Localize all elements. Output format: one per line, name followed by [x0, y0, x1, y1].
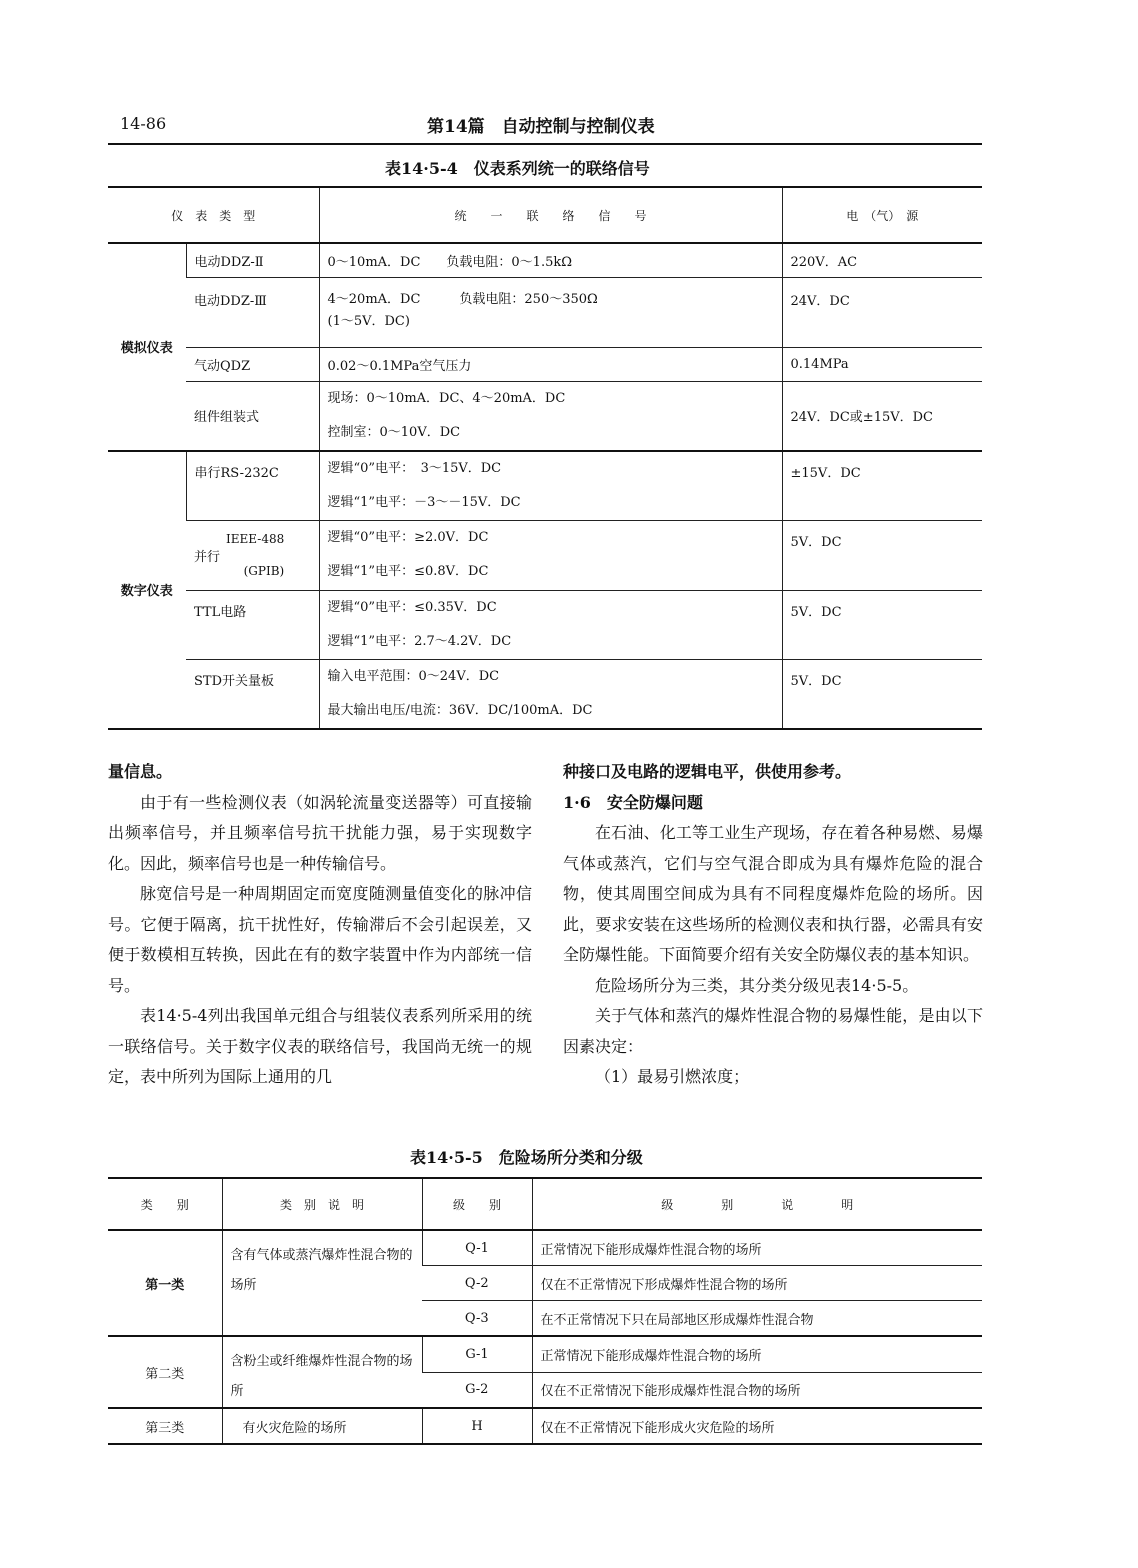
table-row: [108, 1408, 982, 1444]
signal-cell: [319, 590, 782, 659]
section-heading: 1·6 安全防爆问题: [563, 792, 703, 812]
group-digital: 数字仪表: [108, 451, 186, 729]
header-level: 级 别: [422, 1178, 532, 1230]
header-instrument-type: 仪 表 类 型: [108, 187, 319, 243]
signal-cell: [319, 451, 782, 521]
header-unified-signal: 统 一 联 络 信 号: [319, 187, 782, 243]
signal-line: 现场：0～10mA．DC、4～20mA．DC: [327, 390, 566, 406]
table-header-row: [108, 187, 982, 243]
paragraph: 在石油、化工等工业生产现场，存在着各种易燃、易爆气体或蒸汽，它们与空气混合即成为具有爆炸危险的混合物，使其周围空间成为具有不同程度爆炸危险的场所。因此，要求安装在这些场所的检测仪表和执行器，必需具有安全防爆性能。下面简要介绍有关安全防爆仪表的基本知识。: [563, 823, 983, 964]
power-cell: 5V．DC: [782, 590, 982, 659]
level-desc-cell: 正常情况下能形成爆炸性混合物的场所: [532, 1230, 982, 1266]
type-cell: TTL电路: [186, 590, 319, 659]
type-parallel: 并行: [194, 549, 221, 565]
type-cell: 电动DDZ-Ⅱ: [186, 243, 319, 277]
level-desc-cell: 仅在不正常情况下能形成火灾危险的场所: [532, 1408, 982, 1444]
table-row: [108, 520, 982, 590]
type-cell: [186, 520, 319, 590]
table-header-row: [108, 1178, 982, 1230]
type-ieee-block: [226, 523, 284, 587]
table-row: [108, 243, 982, 277]
signal-table: [108, 186, 982, 730]
table-row: [108, 277, 982, 347]
header-level-desc: 级 别 说 明: [532, 1178, 982, 1230]
table-row: [108, 1230, 982, 1266]
type-gpib: (GPIB): [243, 564, 285, 578]
power-cell: 5V．DC: [782, 659, 982, 729]
paragraph: 表14·5-4列出我国单元组合与组装仪表系列所采用的统一联络信号。关于数字仪表的联络信号，我国尚无统一的规定，表中所列为国际上通用的几: [108, 1006, 532, 1086]
signal-line: (1～5V．DC): [327, 314, 410, 329]
type-ieee: IEEE-488: [226, 532, 285, 546]
page-number: 14-86: [120, 114, 167, 133]
signal-line: 逻辑“0”电平： 3～15V．DC: [327, 460, 502, 476]
table-row: [108, 590, 982, 659]
paragraph: 脉宽信号是一种周期固定而宽度随测量值变化的脉冲信号。它便于隔离，抗干扰性好，传输滞后不会引起误差，又便于数模相互转换，因此在有的数字装置中作为内部统一信号。: [108, 884, 532, 995]
level-cell: H: [422, 1408, 532, 1444]
category-desc-cell: 有火灾危险的场所: [222, 1408, 422, 1444]
level-desc-cell: 在不正常情况下只在局部地区形成爆炸性混合物: [532, 1301, 982, 1337]
type-cell: 气动QDZ: [186, 347, 319, 381]
header-category-desc: 类 别 说 明: [222, 1178, 422, 1230]
paragraph: 关于气体和蒸汽的爆炸性混合物的易爆性能，是由以下因素决定：: [563, 1006, 983, 1056]
level-desc-cell: 仅在不正常情况下能形成爆炸性混合物的场所: [532, 1372, 982, 1408]
table-row: [108, 347, 982, 381]
header-category: 类 别: [108, 1178, 222, 1230]
category-cell: 第一类: [145, 1277, 185, 1293]
left-text-column: [108, 757, 532, 1093]
signal-cell: 0.02～0.1MPa空气压力: [319, 347, 782, 381]
signal-line: 逻辑“1”电平：2.7～4.2V．DC: [327, 633, 512, 649]
table-row: [108, 381, 982, 451]
table-row: [108, 1336, 982, 1372]
signal-line: 控制室：0～10V．DC: [327, 424, 461, 440]
power-cell: 5V．DC: [782, 520, 982, 590]
level-cell: Q-3: [422, 1301, 532, 1337]
paragraph: 种接口及电路的逻辑电平，供使用参考。: [563, 762, 852, 781]
table1-caption: 表14·5-4 仪表系列统一的联络信号: [385, 159, 650, 178]
table-row: [108, 659, 982, 729]
paragraph: 量信息。: [108, 762, 173, 781]
table2-caption: 表14·5-5 危险场所分类和分级: [410, 1148, 643, 1167]
power-cell: 0.14MPa: [782, 347, 982, 381]
signal-line: 4～20mA．DC 负载电阻：250～350Ω: [327, 292, 598, 307]
level-cell: G-1: [422, 1336, 532, 1372]
power-cell: ±15V．DC: [782, 451, 982, 521]
signal-cell: [319, 277, 782, 347]
category-cell: 第三类: [108, 1408, 222, 1444]
group-analog: 模拟仪表: [120, 341, 173, 357]
header-power-source: 电 （气） 源: [782, 187, 982, 243]
signal-line: 逻辑“1”电平：－3～－15V．DC: [327, 494, 521, 510]
hazard-table: [108, 1177, 982, 1445]
header-rule: [108, 143, 982, 145]
type-cell: 串行RS-232C: [186, 451, 319, 521]
signal-line: 逻辑“0”电平：≤0.35V．DC: [327, 599, 497, 615]
paragraph: 危险场所分为三类，其分类分级见表14·5-5。: [595, 975, 919, 995]
category-desc-cell: 含粉尘或纤维爆炸性混合物的场所: [222, 1336, 422, 1408]
signal-cell: [319, 381, 782, 451]
signal-line: 逻辑“0”电平：≥2.0V．DC: [327, 530, 489, 545]
signal-line: 最大输出电压/电流：36V．DC/100mA．DC: [327, 702, 593, 718]
power-cell: 24V．DC或±15V．DC: [782, 381, 982, 451]
type-cell: 电动DDZ-Ⅲ: [186, 277, 319, 347]
table-row: [108, 451, 982, 521]
category-desc-cell: 含有气体或蒸汽爆炸性混合物的场所: [222, 1230, 422, 1336]
signal-cell: [319, 520, 782, 590]
level-desc-cell: 正常情况下能形成爆炸性混合物的场所: [532, 1336, 982, 1372]
level-cell: Q-1: [422, 1230, 532, 1266]
level-desc-cell: 仅在不正常情况下形成爆炸性混合物的场所: [532, 1266, 982, 1301]
paragraph: 由于有一些检测仪表（如涡轮流量变送器等）可直接输出频率信号，并且频率信号抗干扰能力强，易于实现数字化。因此，频率信号也是一种传输信号。: [108, 792, 532, 873]
signal-cell: 0～10mA．DC 负载电阻：0～1.5kΩ: [319, 243, 782, 277]
signal-line: 输入电平范围：0～24V．DC: [327, 668, 500, 684]
signal-cell: [319, 659, 782, 729]
paragraph: （1）最易引燃浓度；: [595, 1067, 750, 1086]
level-cell: Q-2: [422, 1266, 532, 1301]
right-text-column: [563, 757, 983, 1093]
power-cell: 24V．DC: [782, 277, 982, 347]
level-cell: G-2: [422, 1372, 532, 1408]
power-cell: 220V．AC: [782, 243, 982, 277]
type-cell: 组件组装式: [186, 381, 319, 451]
type-cell: STD开关量板: [186, 659, 319, 729]
section-title: 第14篇 自动控制与控制仪表: [427, 117, 655, 137]
signal-line: 逻辑“1”电平：≤0.8V．DC: [327, 564, 489, 579]
category-cell: 第二类: [108, 1336, 222, 1408]
